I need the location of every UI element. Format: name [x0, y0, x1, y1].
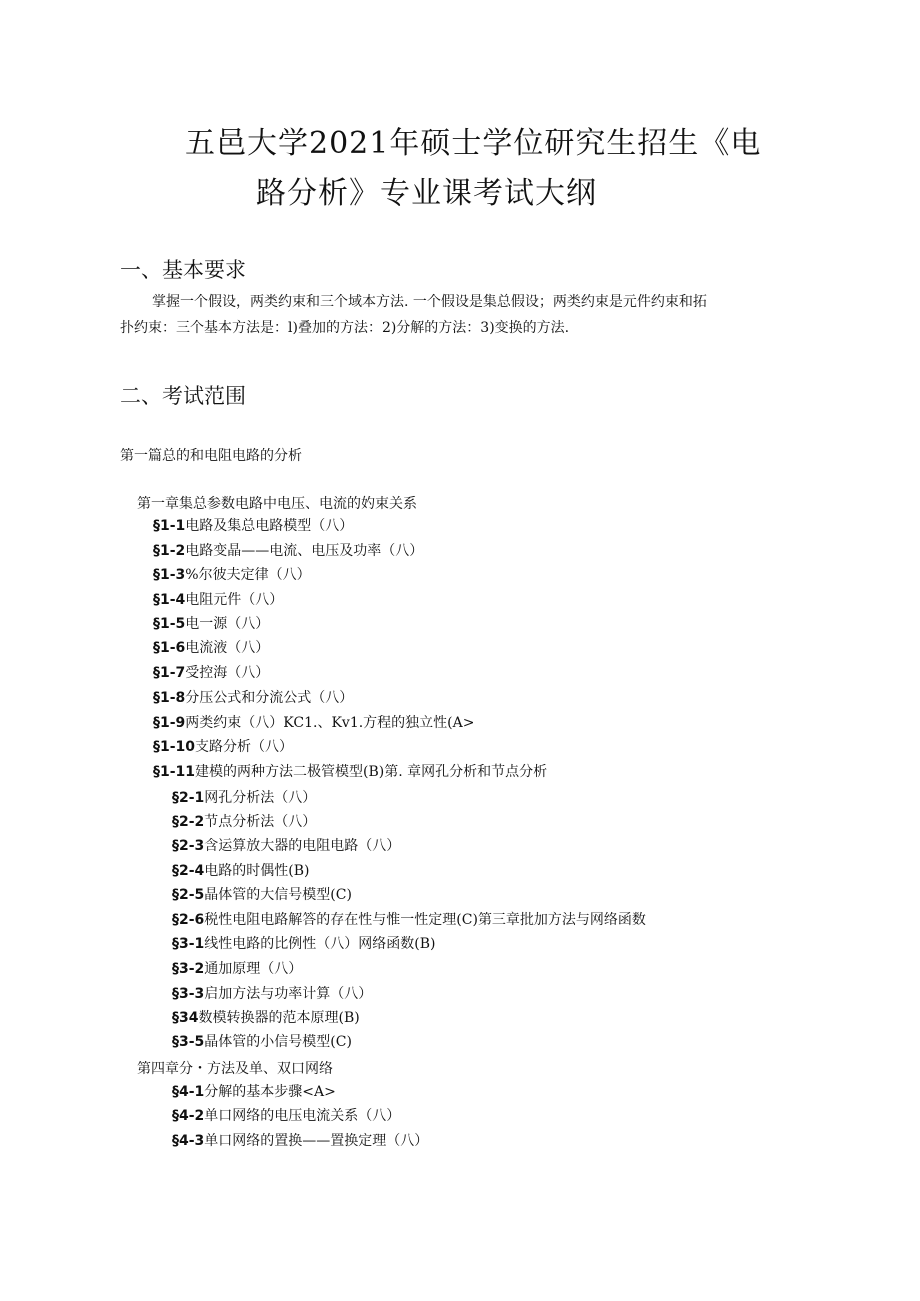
paragraph-line-1: 掌握一个假设，两类约束和三个域本方法. 一个假设是集总假设；两类约束是元件约束和拓 — [152, 294, 707, 310]
list-item: §3-5晶体管的小信号模型(C) — [172, 1034, 352, 1050]
list-item: §1-7受控海（八） — [153, 665, 270, 681]
list-item: §4-2单口网络的电压电流关系（八） — [172, 1108, 401, 1124]
list-item: §1-3%尔彼夫定律（八） — [153, 567, 311, 583]
list-item: §1-8分压公式和分流公式（八） — [153, 690, 354, 706]
list-item: §4-3单口网络的置换——置换定理（八） — [172, 1133, 429, 1149]
chapter-1-heading: 第一章集总参数电路中电压、电流的妁束关系 — [137, 496, 417, 512]
list-item: §2-6税性电阻电路解答的存在性与惟一性定理(C)第三章批加方法与网络函数 — [172, 912, 646, 928]
list-item: §1-1电路及集总电路模型（八） — [153, 518, 354, 534]
list-item: §2-1网孔分析法（八） — [172, 790, 317, 806]
list-item: §1-9两类约束（八）KC1.、Kv1.方程的独立性(A> — [153, 715, 475, 731]
basic-requirements-paragraph — [120, 289, 770, 341]
section-heading-basic-requirements: 一、基本要求 — [120, 258, 246, 282]
list-item: §3-1线性电路的比例性（八）网络函数(B) — [172, 936, 436, 952]
paragraph-line-2: 扑约束：三个基本方法是：l)叠加的方法：2)分解的方法：3)变换的方法. — [120, 320, 570, 336]
chapter-4-heading: 第四章分・方法及单、双口网络 — [137, 1061, 333, 1077]
list-item: §1-5电一源（八） — [153, 616, 270, 632]
section-heading-exam-scope: 二、考试范围 — [120, 384, 246, 408]
chapter-2-heading: 网孔分析和节点分析 — [421, 764, 548, 780]
list-item: §3-3启加方法与功率计算（八） — [172, 986, 373, 1002]
title-line-2: 路分析》专业课考试大纲 — [256, 176, 597, 211]
list-item: §1-11建模的两种方法二极管模型(B)第. 章网孔分析和节点分析 — [153, 764, 548, 780]
list-item: §34数模转换器的范本原理(B) — [172, 1010, 360, 1026]
list-item: §1-4电阻元件（八） — [153, 592, 284, 608]
title-line-1: 五邑大学2021年硕士学位研究生招生《电 — [185, 126, 762, 161]
list-item: §3-2通加原理（八） — [172, 961, 303, 977]
chapter-3-heading: 第三章批加方法与网络函数 — [477, 912, 646, 928]
list-item: §2-3含运算放大器的电阻电路（八） — [172, 838, 401, 854]
list-item: §2-4电路的时偶性(B) — [172, 863, 310, 879]
list-item: §2-2节点分析法（八） — [172, 814, 317, 830]
list-item: §1-2电路变晶——电流、电压及功率（八） — [153, 543, 424, 559]
list-item: §1-6电流液（八） — [153, 640, 270, 656]
list-item: §2-5晶体管的大信号模型(C) — [172, 887, 352, 903]
list-item: §1-10支路分析（八） — [153, 739, 294, 755]
list-item: §4-1分解的基本步骤<A> — [172, 1084, 336, 1100]
part-1-heading: 第一篇总的和电阻电路的分析 — [120, 448, 302, 464]
